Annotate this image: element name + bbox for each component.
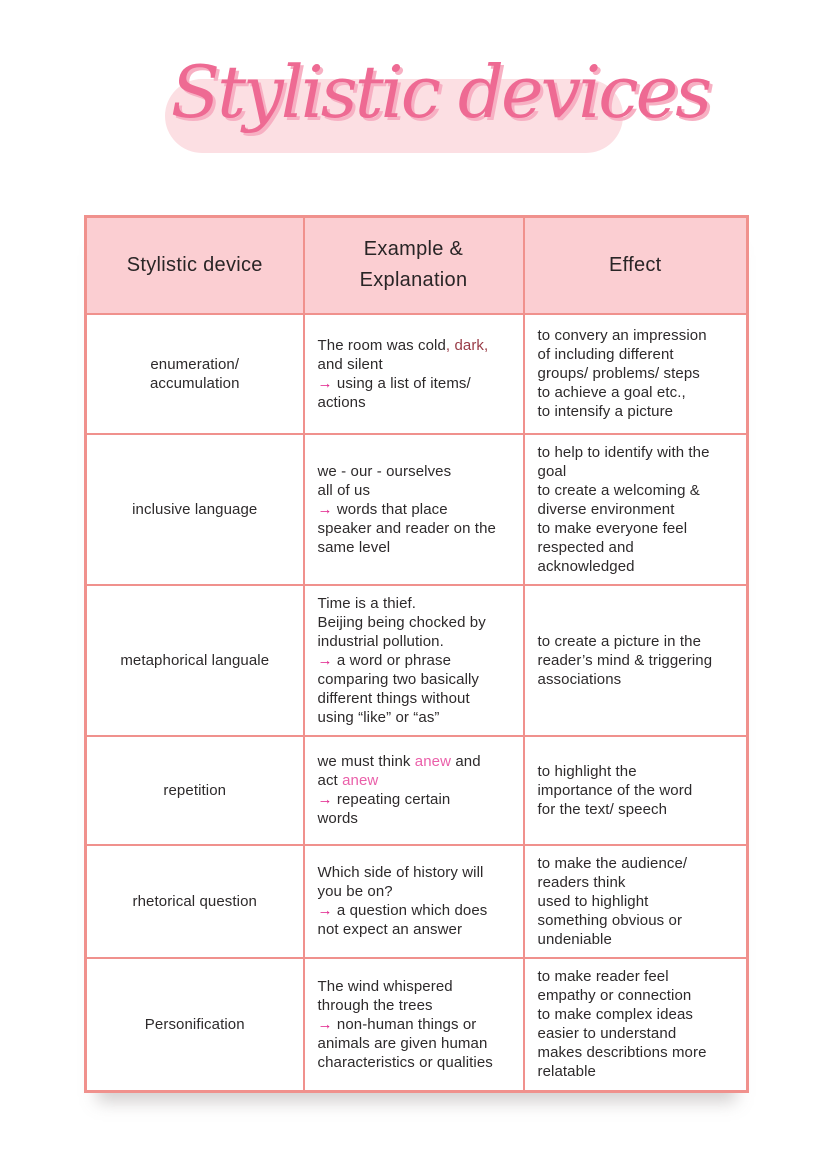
text-segment: through the trees <box>317 996 433 1014</box>
text-segment: anew <box>414 753 452 770</box>
example-line <box>318 374 517 393</box>
table-row <box>86 585 748 736</box>
arrow-icon: → <box>317 500 333 518</box>
example-line <box>318 336 517 355</box>
effect-cell <box>524 958 748 1092</box>
device-cell <box>86 958 304 1092</box>
text-segment: a question which does <box>332 902 488 919</box>
example-line <box>318 771 517 790</box>
text-segment: characteristics or qualities <box>317 1053 493 1071</box>
device-label: rhetorical question <box>132 892 257 910</box>
effect-line: undeniable <box>537 930 612 948</box>
effect-cell <box>524 434 748 585</box>
header-row <box>86 217 748 314</box>
device-cell <box>86 585 304 736</box>
effect-line: used to highlight <box>537 892 649 910</box>
text-segment: non-human things or <box>332 1015 477 1033</box>
effect-line: diverse environment <box>537 500 675 518</box>
effect-line: to convery an impression <box>537 327 707 344</box>
text-segment: words <box>317 810 359 827</box>
text-segment: using “like” or “as” <box>317 708 440 726</box>
effect-line: to create a picture in the <box>537 632 702 650</box>
text-segment: actions <box>317 393 366 411</box>
device-cell <box>86 434 304 585</box>
effect-line: empathy or connection <box>537 987 692 1005</box>
example-line <box>318 538 517 557</box>
effect-cell <box>524 314 748 434</box>
effect-cell <box>524 736 748 845</box>
effect-line: easier to understand <box>537 1025 677 1043</box>
column-header-1: Example & Explanation <box>304 217 524 314</box>
arrow-icon: → <box>317 651 333 669</box>
table-row <box>86 314 748 434</box>
device-label: metaphorical languale <box>120 651 270 669</box>
stylistic-devices-table <box>84 215 749 1093</box>
example-line <box>318 882 517 901</box>
text-segment: all of us <box>317 481 371 499</box>
example-line <box>318 809 517 828</box>
arrow-icon: → <box>317 374 333 392</box>
example-line <box>318 901 517 920</box>
effect-line: associations <box>537 670 622 688</box>
example-line <box>318 752 517 771</box>
example-line <box>318 481 517 500</box>
effect-line: reader’s mind & triggering <box>537 651 713 669</box>
example-line <box>318 920 517 939</box>
text-segment: a word or phrase <box>332 651 452 669</box>
example-cell <box>304 958 524 1092</box>
text-segment: we must think <box>317 753 415 770</box>
text-segment: you be on? <box>317 883 393 900</box>
device-cell <box>86 736 304 845</box>
example-cell <box>304 845 524 958</box>
effect-line: of including different <box>537 346 674 363</box>
text-segment: words that place <box>332 500 448 518</box>
example-line <box>318 708 517 727</box>
text-segment: animals are given human <box>317 1034 488 1052</box>
arrow-icon: → <box>317 902 333 919</box>
example-line <box>318 996 517 1015</box>
text-segment: using a list of items/ <box>332 374 471 392</box>
column-header-0: Stylistic device <box>86 217 304 314</box>
example-line <box>318 519 517 538</box>
device-label: accumulation <box>149 374 240 392</box>
text-segment: and <box>451 753 481 770</box>
example-line <box>318 613 517 632</box>
effect-cell <box>524 845 748 958</box>
example-line <box>318 790 517 809</box>
example-line <box>318 594 517 613</box>
text-segment: not expect an answer <box>317 921 463 938</box>
effect-line: to make reader feel <box>537 968 669 986</box>
text-segment: , dark, <box>445 336 489 354</box>
text-segment: repeating certain <box>332 791 451 808</box>
arrow-icon: → <box>317 791 333 808</box>
example-line <box>318 977 517 996</box>
example-line <box>318 632 517 651</box>
effect-line: relatable <box>537 1063 596 1081</box>
text-segment: The wind whispered <box>317 977 453 995</box>
effect-line: for the text/ speech <box>537 800 668 818</box>
table-body <box>86 314 748 1092</box>
table-row <box>86 845 748 958</box>
column-header-2: Effect <box>524 217 748 314</box>
example-cell <box>304 434 524 585</box>
text-segment: same level <box>317 538 391 556</box>
effect-line: groups/ problems/ steps <box>537 365 700 382</box>
table-row <box>86 736 748 845</box>
table-row <box>86 434 748 585</box>
effect-line: importance of the word <box>537 781 693 799</box>
text-segment: act <box>317 772 343 789</box>
effect-line: to make complex ideas <box>537 1006 694 1024</box>
effect-line: goal <box>537 462 567 480</box>
text-segment: anew <box>342 772 379 789</box>
text-segment: Beijing being chocked by <box>317 613 486 631</box>
example-line <box>318 1034 517 1053</box>
text-segment: The room was cold <box>317 336 446 354</box>
text-segment: industrial pollution. <box>317 632 444 650</box>
table-row <box>86 958 748 1092</box>
device-label: inclusive language <box>132 500 258 518</box>
text-segment: Time is a thief. <box>317 594 417 612</box>
arrow-icon: → <box>317 1015 333 1033</box>
page-title: Stylistic devices <box>170 50 710 134</box>
table-header <box>86 217 748 314</box>
device-cell <box>86 845 304 958</box>
example-cell <box>304 736 524 845</box>
effect-line: respected and <box>537 538 634 556</box>
example-line <box>318 462 517 481</box>
effect-line: something obvious or <box>537 911 683 929</box>
example-cell <box>304 585 524 736</box>
example-line <box>318 1053 517 1072</box>
example-line <box>318 1015 517 1034</box>
effect-line: to create a welcoming & <box>537 481 700 499</box>
text-segment: Which side of history will <box>317 864 484 881</box>
example-line <box>318 355 517 374</box>
effect-line: makes describtions more <box>537 1044 707 1062</box>
effect-line: to help to identify with the <box>537 443 710 461</box>
effect-line: acknowledged <box>537 557 635 575</box>
device-label: enumeration/ <box>150 355 240 373</box>
example-line <box>318 689 517 708</box>
device-label: Personification <box>144 1015 245 1033</box>
text-segment: we - our - ourselves <box>317 462 452 480</box>
effect-line: readers think <box>537 873 626 891</box>
example-line <box>318 393 517 412</box>
effect-line: to intensify a picture <box>537 403 674 420</box>
effect-cell <box>524 585 748 736</box>
text-segment: and silent <box>317 355 383 373</box>
example-line <box>318 863 517 882</box>
example-line <box>318 651 517 670</box>
effect-line: to make everyone feel <box>537 519 688 537</box>
effect-line: to highlight the <box>537 762 637 780</box>
text-segment: comparing two basically <box>317 670 480 688</box>
device-cell <box>86 314 304 434</box>
effect-line: to make the audience/ <box>537 854 688 872</box>
example-line <box>318 500 517 519</box>
text-segment: different things without <box>317 689 470 707</box>
example-cell <box>304 314 524 434</box>
device-label: repetition <box>163 781 227 799</box>
text-segment: speaker and reader on the <box>317 519 496 537</box>
example-line <box>318 670 517 689</box>
effect-line: to achieve a goal etc., <box>537 384 686 401</box>
